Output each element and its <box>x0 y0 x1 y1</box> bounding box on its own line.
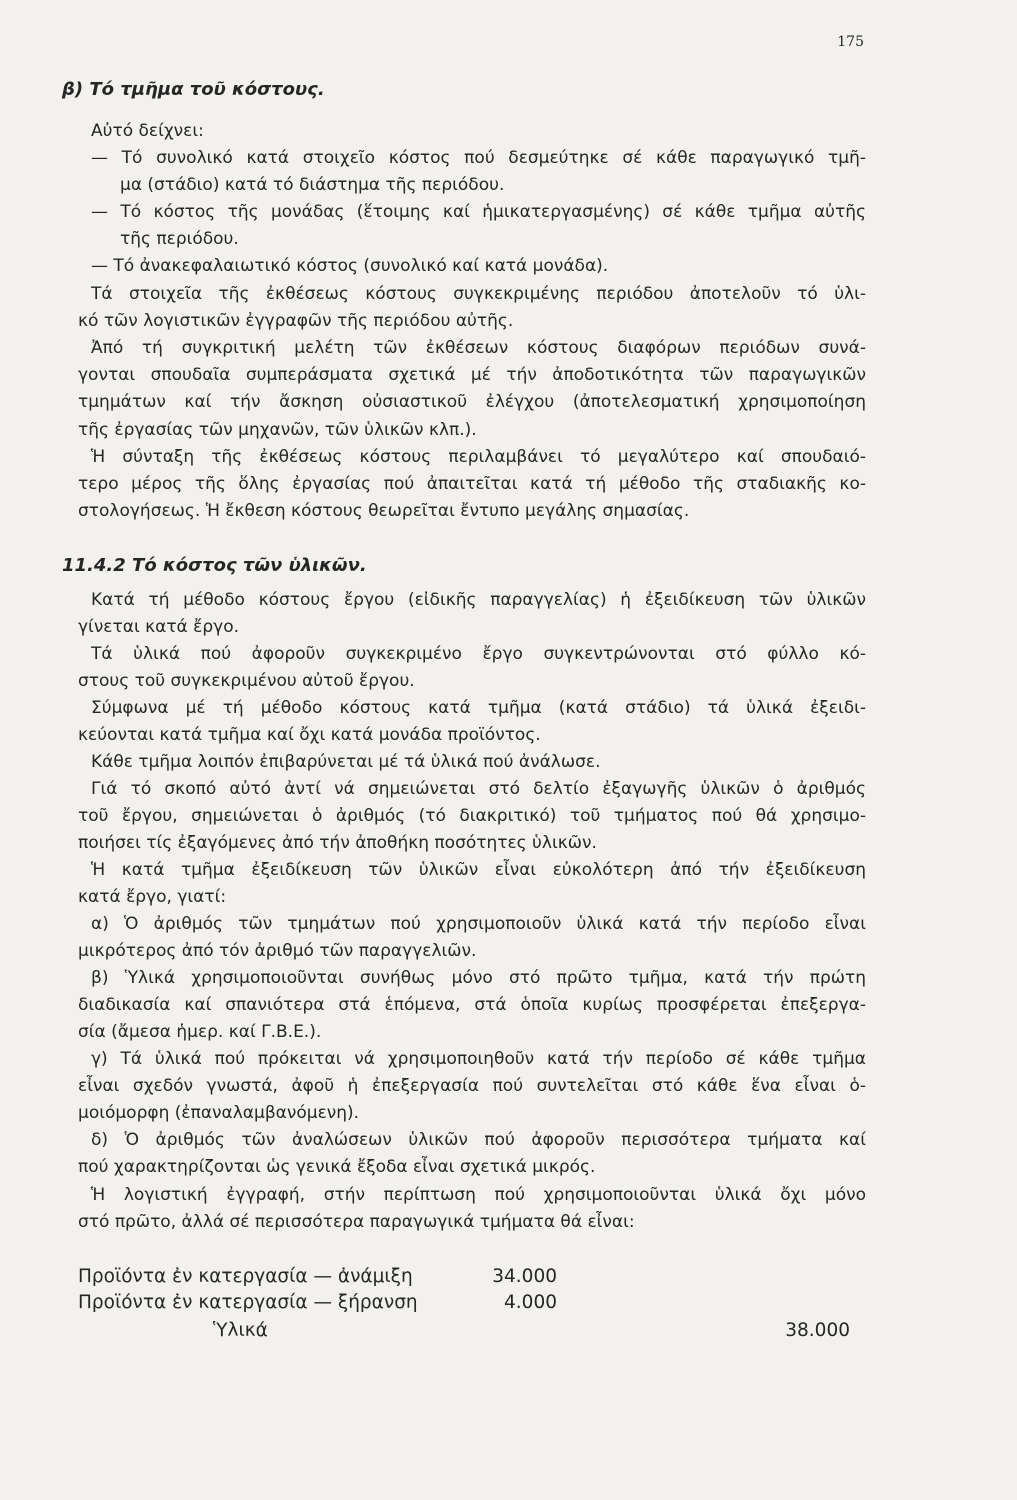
body-line-text: τερο μέρος τῆς ὅλης ἐργασίας πού ἀπαιτεῖται κατά τή μέθοδο τῆς σταδιακῆς κο- <box>78 473 866 494</box>
body-line <box>78 362 866 389</box>
body-line-text: γίνεται κατά ἔργο. <box>78 616 240 637</box>
section-heading-materials-cost: 11.4.2 Τό κόστος τῶν ὑλικῶν. <box>62 555 367 576</box>
journal-amount: 4.000 <box>504 1291 557 1313</box>
body-line <box>78 1182 866 1209</box>
body-line-text: Σύμφωνα μέ τή μέθοδο κόστους κατά τμῆμα (κατά στάδιο) τά ὑλικά ἐξειδι- <box>91 697 866 718</box>
body-line <box>78 695 866 722</box>
body-line <box>78 884 866 911</box>
body-line-text: Τά στοιχεῖα τῆς ἐκθέσεως κόστους συγκεκριμένης περιόδου ἀποτελοῦν τό ὑλι- <box>91 283 866 304</box>
body-line <box>78 668 866 695</box>
body-line-text: πού χαρακτηρίζονται ὡς γενικά ἔξοδα εἶναι σχετικά μικρός. <box>78 1157 596 1178</box>
body-line-text: στους τοῦ συγκεκριμένου αὐτοῦ ἔργου. <box>78 670 415 691</box>
reason-item-line <box>78 938 866 965</box>
body-line-text: διαδικασία καί σπανιότερα στά ἑπόμενα, στά ὁποῖα κυρίως προσφέρεται ἐπεξεργα- <box>78 995 866 1016</box>
body-line-text: μικρότερος ἀπό τόν ἀριθμό τῶν παραγγελιῶν. <box>78 941 477 962</box>
body-line-text: Κάθε τμῆμα λοιπόν ἐπιβαρύνεται μέ τά ὑλικά πού ἀνάλωσε. <box>91 751 601 772</box>
reason-item-line <box>78 1154 866 1181</box>
reason-item-line <box>78 1127 866 1154</box>
body-line-text: β) Ὑλικά χρησιμοποιοῦνται συνήθως μόνο στό πρῶτο τμῆμα, κατά τήν πρώτη <box>91 968 866 989</box>
journal-account: Προϊόντα ἐν κατεργασία — ἀνάμιξη <box>78 1265 413 1287</box>
reason-item-line <box>78 1046 866 1073</box>
body-line-text: σία (ἄμεσα ἡμερ. καί Γ.Β.Ε.). <box>78 1022 322 1043</box>
journal-account: Ὑλικά <box>213 1319 268 1341</box>
body-line <box>78 389 866 416</box>
body-line-text: μοιόμορφη (ἐπαναλαμβανόμενη). <box>78 1103 360 1124</box>
journal-credit-row <box>213 1317 850 1344</box>
body-line-text: α) Ὁ ἀριθμός τῶν τμημάτων πού χρησιμοποιοῦν ὑλικά κατά τήν περίοδο εἶναι <box>91 914 866 935</box>
body-line <box>78 335 866 362</box>
journal-amount: 38.000 <box>785 1319 850 1341</box>
journal-amount: 34.000 <box>492 1265 557 1287</box>
body-line-text: γονται σπουδαῖα συμπεράσματα σχετικά μέ τήν ἀποδοτικότητα τῶν παραγωγικῶν <box>78 365 866 386</box>
body-line-text: Ἡ κατά τμῆμα ἐξειδίκευση τῶν ὑλικῶν εἶναι εὐκολότερη ἀπό τήν ἐξειδίκευση <box>91 859 866 880</box>
body-line-text: κεύονται κατά τμῆμα καί ὄχι κατά μονάδα προϊόντος. <box>78 724 541 745</box>
body-line <box>78 803 866 830</box>
reason-item-line <box>78 1100 866 1127</box>
body-line <box>78 749 866 776</box>
list-item-line <box>78 199 866 226</box>
body-line <box>78 641 866 668</box>
body-line <box>78 308 866 335</box>
body-line-text: κατά ἔργο, γιατί: <box>78 887 227 908</box>
body-line-text: — Τό ἀνακεφαλαιωτικό κόστος (συνολικό καί κατά μονάδα). <box>91 256 609 277</box>
section-b-body <box>78 118 866 526</box>
journal-debit-row <box>78 1263 557 1290</box>
body-line-text: Κατά τή μέθοδο κόστους ἔργου (εἰδικῆς παραγγελίας) ἡ ἐξειδίκευση τῶν ὑλικῶν <box>91 589 866 610</box>
body-line <box>78 498 866 525</box>
journal-account: Προϊόντα ἐν κατεργασία — ξήρανση <box>78 1291 418 1313</box>
body-line-text: ποιήσει τίς ἐξαγόμενες ἀπό τήν ἀποθήκη ποσότητες ὑλικῶν. <box>78 832 597 853</box>
body-line <box>78 281 866 308</box>
body-line-text: γ) Τά ὑλικά πού πρόκειται νά χρησιμοποιηθοῦν κατά τήν περίοδο σέ κάθε τμῆμα <box>91 1049 866 1070</box>
body-line-text: Αὐτό δείχνει: <box>91 120 204 141</box>
body-line <box>78 444 866 471</box>
page-number: 175 <box>837 34 864 50</box>
body-line-text: Ἀπό τή συγκριτική μελέτη τῶν ἐκθέσεων κόστους διαφόρων περιόδων συνά- <box>91 338 866 358</box>
body-line-text: εἶναι σχεδόν γνωστά, ἀφοῦ ἡ ἐπεξεργασία πού συντελεῖται στό κάθε ἕνα εἶναι ὁ- <box>78 1076 866 1097</box>
body-line-text: τῆς περιόδου. <box>120 229 239 250</box>
reason-item-line <box>78 965 866 992</box>
body-line <box>78 722 866 749</box>
body-line <box>78 587 866 614</box>
body-line <box>78 118 866 145</box>
reason-item-line <box>78 1073 866 1100</box>
body-line-text: — Τό συνολικό κατά στοιχεῖο κόστος πού δεσμεύτηκε σέ κάθε παραγωγικό τμῆ- <box>91 147 866 168</box>
reason-item-line <box>78 1019 866 1046</box>
body-line-text: — Τό κόστος τῆς μονάδας (ἕτοιμης καί ἡμικατεργασμένης) σέ κάθε τμῆμα αὐτῆς <box>91 202 866 223</box>
body-line-text: μα (στάδιο) κατά τό διάστημα τῆς περιόδου. <box>120 174 505 195</box>
body-line <box>78 417 866 444</box>
body-line <box>78 614 866 641</box>
body-line-text: Γιά τό σκοπό αὐτό ἀντί νά σημειώνεται στό δελτίο ἐξαγωγῆς ὑλικῶν ὁ ἀριθμός <box>91 778 866 799</box>
section-11-4-2-body <box>78 587 866 1236</box>
body-line <box>78 830 866 857</box>
body-line-text: τοῦ ἔργου, σημειώνεται ὁ ἀριθμός (τό διακριτικό) τοῦ τμήματος πού θά χρησιμο- <box>78 805 866 826</box>
body-line-text: Τά ὑλικά πού ἀφοροῦν συγκεκριμένο ἔργο συγκεντρώνονται στό φύλλο κό- <box>91 643 866 664</box>
list-item-line <box>78 253 866 280</box>
body-line-text: στολογήσεως. Ἡ ἔκθεση κόστους θεωρεῖται ἔντυπο μεγάλης σημασίας. <box>78 501 690 522</box>
body-line-text: τμημάτων καί τήν ἄσκηση οὐσιαστικοῦ ἐλέγχου (ἀποτελεσματική χρησιμοποίηση <box>78 392 866 413</box>
list-item-continuation <box>78 226 866 253</box>
body-line <box>78 471 866 498</box>
body-line-text: Ἡ σύνταξη τῆς ἐκθέσεως κόστους περιλαμβάνει τό μεγαλύτερο καί σπουδαιό- <box>91 446 866 467</box>
body-line-text: δ) Ὁ ἀριθμός τῶν ἀναλώσεων ὑλικῶν πού ἀφοροῦν περισσότερα τμήματα καί <box>91 1130 866 1151</box>
section-heading-cost-department: β) Τό τμῆμα τοῦ κόστους. <box>62 79 325 100</box>
body-line <box>78 857 866 884</box>
journal-debit-row <box>78 1289 557 1316</box>
body-line-text: κό τῶν λογιστικῶν ἐγγραφῶν τῆς περιόδου αὐτῆς. <box>78 310 514 331</box>
body-line-text: τῆς ἐργασίας τῶν μηχανῶν, τῶν ὑλικῶν κλπ.). <box>78 419 477 440</box>
reason-item-line <box>78 992 866 1019</box>
list-item-line <box>78 145 866 172</box>
reason-item-line <box>78 911 866 938</box>
list-item-continuation <box>78 172 866 199</box>
body-line-text: στό πρῶτο, ἀλλά σέ περισσότερα παραγωγικά τμήματα θά εἶναι: <box>78 1211 635 1232</box>
body-line <box>78 1209 866 1236</box>
body-line <box>78 776 866 803</box>
body-line-text: Ἡ λογιστική ἐγγραφή, στήν περίπτωση πού χρησιμοποιοῦνται ὑλικά ὄχι μόνο <box>91 1184 866 1205</box>
